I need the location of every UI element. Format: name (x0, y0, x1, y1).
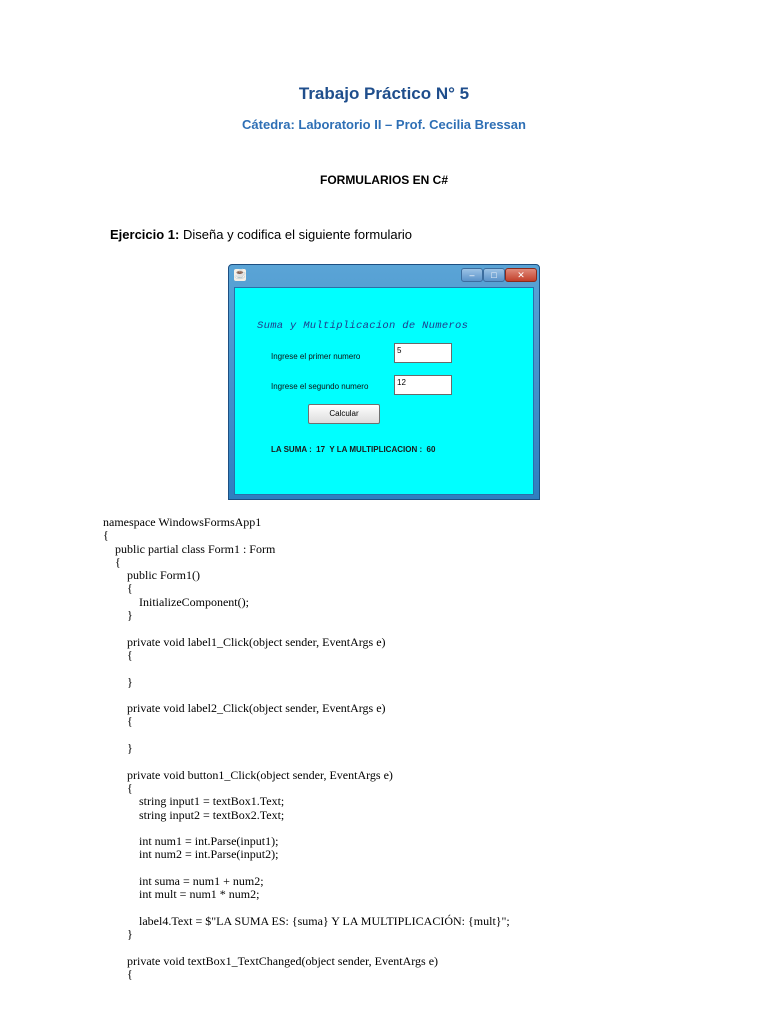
code-line (103, 729, 510, 742)
code-line: int mult = num1 * num2; (103, 887, 260, 902)
minimize-icon[interactable]: – (461, 268, 483, 282)
exercise-text: Diseña y codifica el siguiente formulario (179, 227, 413, 242)
section-heading: FORMULARIOS EN C# (319, 173, 448, 187)
document-subtitle: Cátedra: Laboratorio II – Prof. Cecilia Bressan (242, 117, 526, 132)
exercise-label: Ejercicio 1: (110, 227, 180, 242)
code-line (103, 942, 510, 955)
code-line: string input2 = textBox2.Text; (103, 807, 285, 822)
code-line: private void button1_Click(object sender, EventArgs e) (103, 767, 393, 782)
code-line: InitializeComponent(); (103, 594, 249, 609)
code-line: { (103, 581, 133, 596)
code-line: public partial class Form1 : Form (103, 541, 276, 556)
code-line (103, 862, 510, 875)
second-number-label: Ingrese el segundo numero (271, 382, 369, 391)
code-line: } (103, 741, 133, 756)
code-line (103, 622, 510, 635)
code-line: { (103, 554, 121, 569)
document-title: Trabajo Práctico N° 5 (298, 84, 470, 103)
code-line: int num2 = int.Parse(input2); (103, 847, 279, 862)
result-label: LA SUMA : 17 Y LA MULTIPLICACION : 60 (271, 445, 436, 454)
code-line (103, 755, 510, 768)
close-icon[interactable]: ✕ (505, 268, 537, 282)
code-line: private void label1_Click(object sender, EventArgs e) (103, 634, 386, 649)
code-line: int suma = num1 + num2; (103, 874, 264, 889)
code-line: { (103, 647, 133, 662)
window-titlebar (229, 265, 539, 285)
first-number-input[interactable]: 5 (394, 343, 452, 363)
first-number-label: Ingrese el primer numero (271, 352, 361, 361)
code-line: private void label2_Click(object sender, EventArgs e) (103, 701, 386, 716)
form-client-area (234, 287, 534, 495)
code-line (103, 822, 510, 835)
code-line: { (103, 714, 133, 729)
code-line: int num1 = int.Parse(input1); (103, 834, 279, 849)
maximize-icon[interactable]: □ (483, 268, 505, 282)
form-heading: Suma y Multiplicacion de Numeros (257, 320, 469, 332)
exercise-heading (110, 227, 412, 242)
calcular-button[interactable]: Calcular (308, 404, 380, 424)
code-line: { (103, 780, 133, 795)
code-line: } (103, 674, 133, 689)
code-listing (103, 516, 510, 981)
code-line: label4.Text = $"LA SUMA ES: {suma} Y LA MULTIPLICACIÓN: {mult}"; (103, 913, 510, 928)
code-line: } (103, 927, 133, 942)
second-number-input[interactable]: 12 (394, 375, 452, 395)
form-screenshot (227, 262, 541, 502)
java-app-icon: ☕ (234, 269, 247, 280)
form-window (228, 264, 540, 500)
code-line: namespace WindowsFormsApp1 (103, 515, 262, 529)
code-line (103, 902, 510, 915)
code-line: public Form1() (103, 568, 200, 583)
code-line: private void textBox1_TextChanged(object sender, EventArgs e) (103, 953, 439, 968)
code-line: { (103, 528, 109, 543)
code-line: { (103, 967, 133, 982)
code-line (103, 689, 510, 702)
code-line: } (103, 608, 133, 623)
code-line: string input1 = textBox1.Text; (103, 794, 285, 809)
code-line (103, 662, 510, 675)
